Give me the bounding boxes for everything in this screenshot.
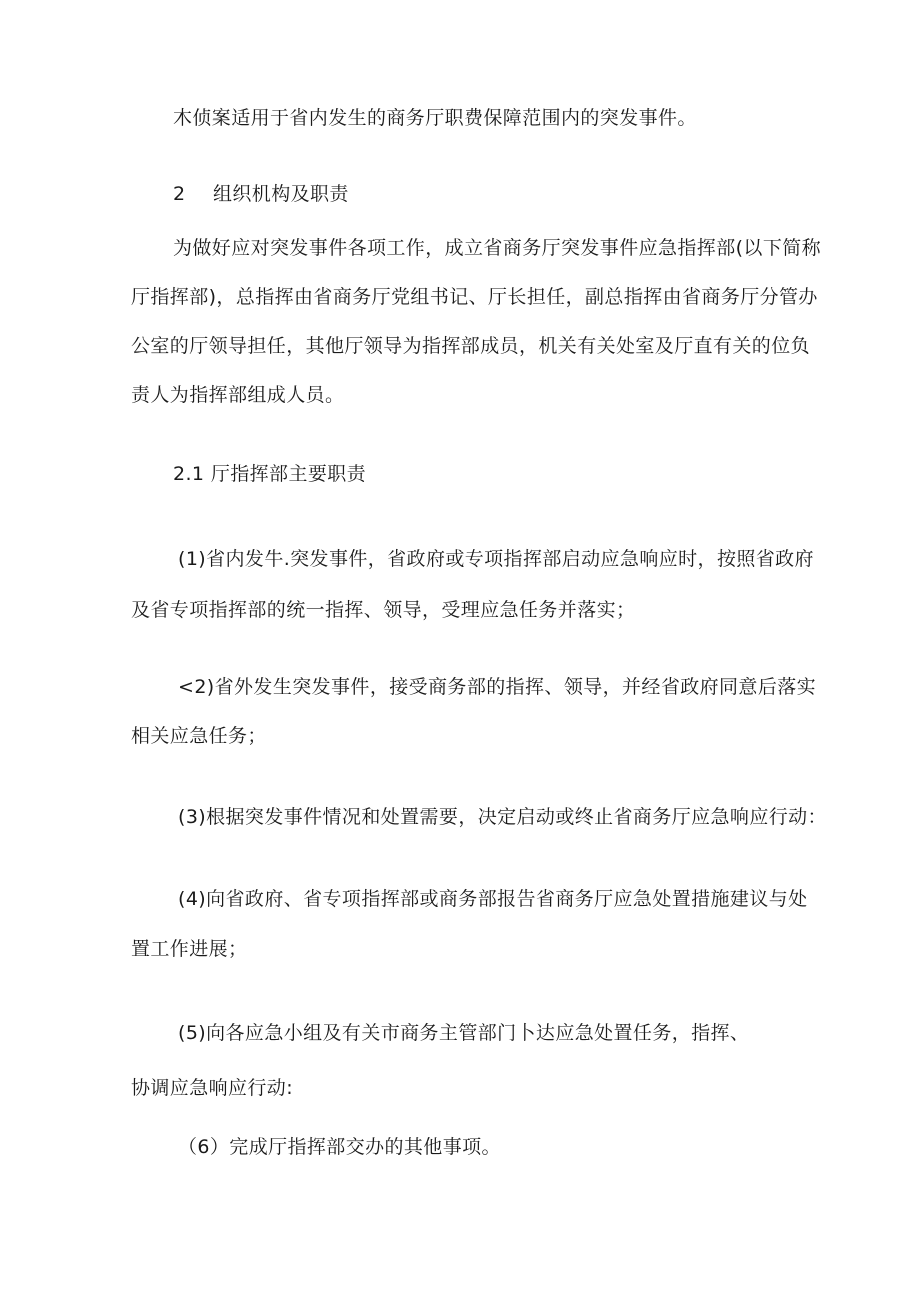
duty-item-5-line: 协调应急响应行动: — [131, 1077, 294, 1099]
duty-item-6: （6）完成厅指挥部交办的其他事项。 — [178, 1136, 501, 1158]
section-2-para-line: 公室的厅领导担任，其他厅领导为指挥部成员，机关有关处室及厅直有关的位负 — [131, 335, 811, 357]
scope-paragraph: 木侦案适用于省内发生的商务厅职费保障范围内的突发事件。 — [173, 107, 697, 129]
duty-item-4-line: (4)向省政府、省专项指挥部或商务部报告省商务厅应急处置措施建议与处 — [178, 888, 808, 910]
duty-item-1-line: (1)省内发牛.突发事件，省政府或专项指挥部启动应急响应时，按照省政府 — [178, 548, 814, 570]
section-2-para-line: 厅指挥部)，总指挥由省商务厅党组书记、厅长担任，副总指挥由省商务厅分管办 — [131, 286, 818, 308]
section-2-para-line: 责人为指挥部组成人员。 — [131, 384, 345, 406]
duty-item-5-line: (5)向各应急小组及有关市商务主管部门卜达应急处置任务，指挥、 — [178, 1022, 750, 1044]
section-2-para-line: 为做好应对突发事件各项工作，成立省商务厅突发事件应急指挥部(以下简称 — [173, 237, 822, 259]
section-2-1-heading: 2.1 厅指挥部主要职责 — [173, 463, 367, 485]
section-2-title: 组织机构及职责 — [213, 183, 349, 205]
section-2-number: 2 — [173, 183, 186, 205]
duty-item-4-line: 置工作进展； — [131, 938, 248, 960]
duty-item-2-line: <2)省外发生突发事件，接受商务部的指挥、领导，并经省政府同意后落实 — [178, 676, 817, 698]
duty-item-2-line: 相关应急任务； — [131, 725, 267, 747]
section-2-heading — [173, 182, 349, 206]
duty-item-3: (3)根据突发事件情况和处置需要，决定启动或终止省商务厅应急响应行动： — [178, 806, 827, 828]
duty-item-1-line: 及省专项指挥部的统一指挥、领导，受理应急任务并落实； — [131, 599, 636, 621]
